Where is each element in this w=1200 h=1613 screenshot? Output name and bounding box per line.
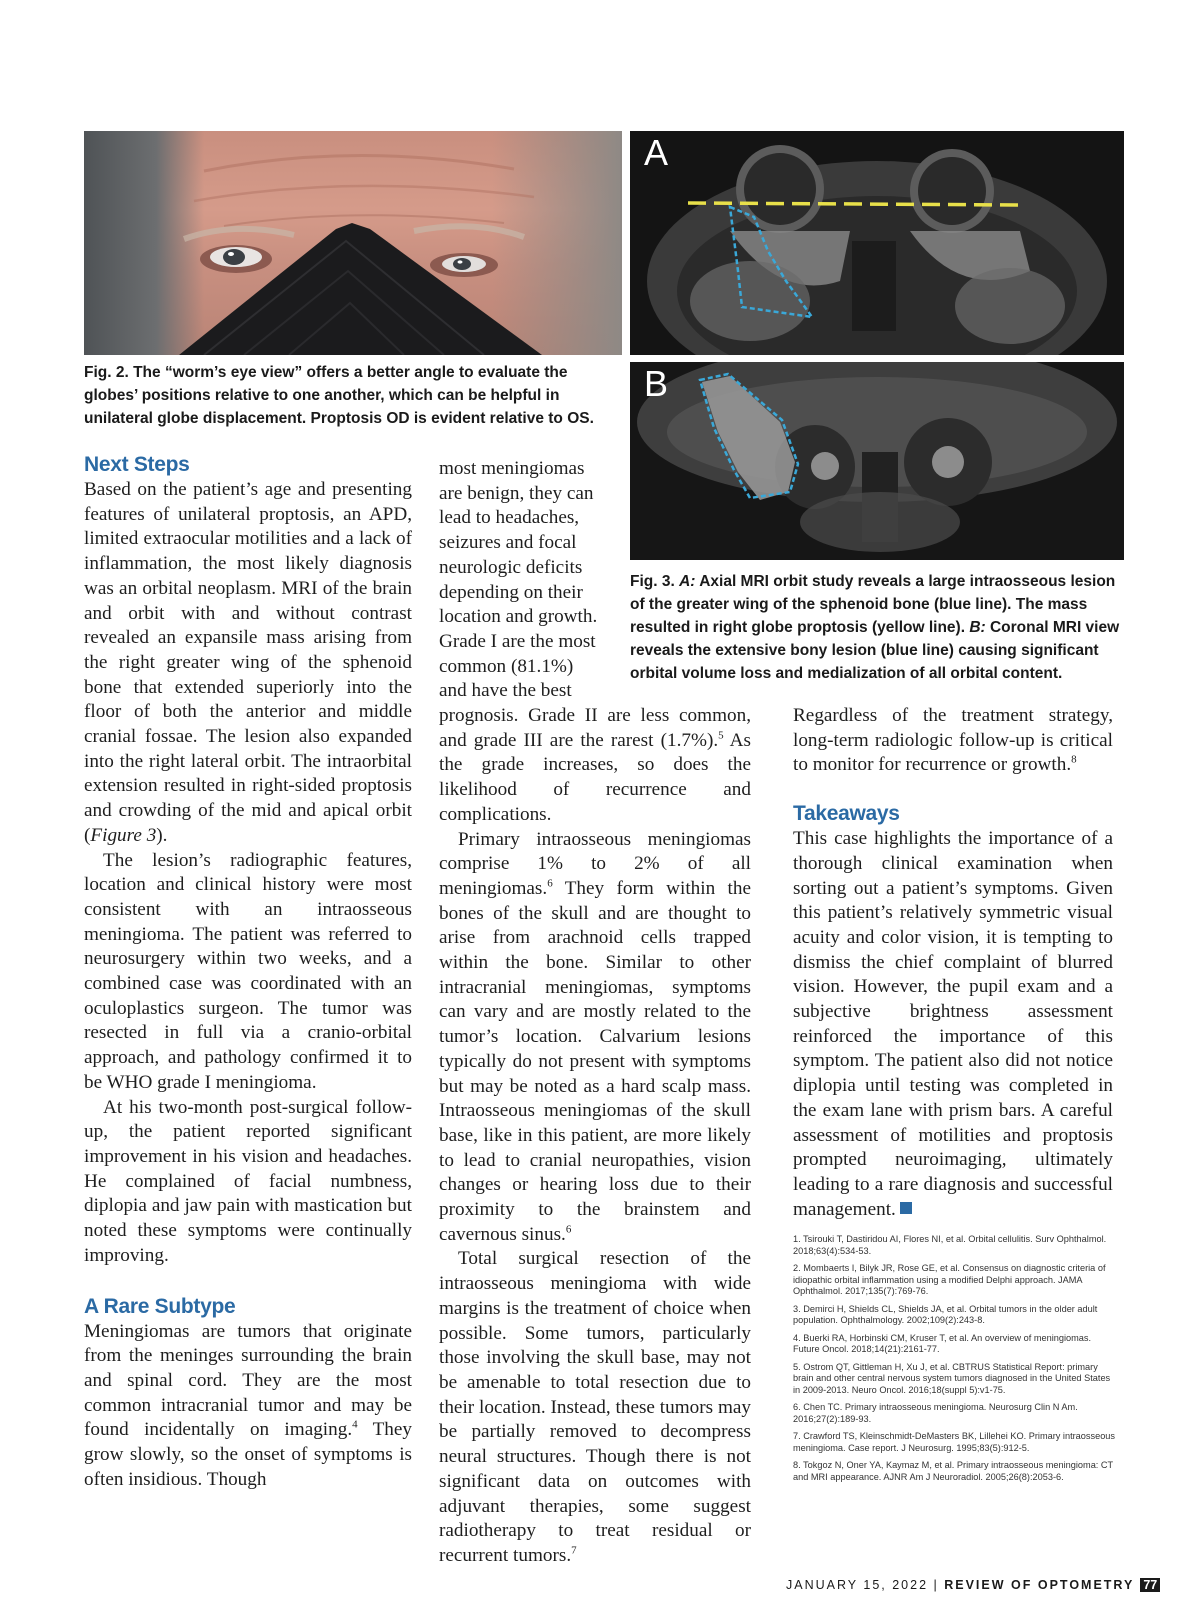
figure-2-caption: Fig. 2. The “worm’s eye view” offers a better angle to evaluate the globes’ positions relative to one another, which can be helpful in unilateral globe displacement. Proptosis OD is evident relative to OS.	[84, 364, 594, 427]
col2-line: lead to headaches,	[439, 507, 580, 529]
issue-date: JANUARY 15, 2022	[786, 1578, 929, 1592]
column-1	[84, 452, 412, 1492]
paragraph-intraosseous: Primary intraosseous meningiomas comprise 1% to 2% of all meningiomas.$^6$ They form within the bones of the skull and are thought to arise from arachnoid cells trapped within the bone. Similar to other intracranial meningiomas, symptoms can vary and are mostly related to the tumor’s location. Calvarium lesions typically do not present with symptoms but may be noted as a hard scalp mass. Intraosseous meningiomas of the skull base, like in this patient, are more likely to lead to cranial neuropathies, vision changes or hearing loss due to their proximity to the brainstem and cavernous sinus.$^6$	[439, 828, 751, 1245]
figure-3-caption	[630, 570, 1130, 685]
page-number: 77	[1140, 1578, 1160, 1592]
paragraph-grades: prognosis. Grade II are less common, and grade III are the rarest (1.7%).$^5$ As the grade increases, so does the likelihood of recurrence and complications.	[439, 705, 752, 825]
paragraph-next-steps-3: At his two-month post-surgical follow-up, the patient reported significant improvement in his vision and headaches. He complained of facial numbness, diplopia and jaw pain with mastication but noted these symptoms were continually improving.	[84, 1096, 412, 1266]
paragraph-follow-up: Regardless of the treatment strategy, long-term radiologic follow-up is critical to monitor for recurrence or growth.$^8$	[793, 705, 1113, 776]
col2-line: and have the best	[439, 680, 572, 702]
paragraph-resection: Total surgical resection of the intraosseous meningioma with wide margins is the treatment of choice when possible. Some tumors, particularly those involving the skull base, may not be amenable to total resection due to their location. Instead, these tumors may be partially removed to decompress neural structures. Though there is not significant data on outcomes with adjuvant therapies, some suggest radiotherapy to treat residual or recurrent tumors.$^7$	[439, 1248, 751, 1566]
col2-line: common (81.1%)	[439, 655, 574, 677]
col2-line: most meningiomas	[439, 458, 585, 479]
heading-next-steps: Next Steps	[84, 453, 190, 476]
reference-item: 5. Ostrom QT, Gittleman H, Xu J, et al. CBTRUS Statistical Report: primary brain and other central nervous system tumors diagnosed in the United States in 2009-2013. Neuro Oncol. 2016;18(suppl 5):v1-75.	[793, 1361, 1111, 1395]
references-list	[793, 1234, 1115, 1489]
figure-3-caption-text-1: Axial MRI orbit study reveals a large intraosseous lesion of the greater wing of the sphenoid bone (blue line). The mass resulted in right globe proptosis (yellow line).	[630, 573, 1116, 636]
col2-line: Grade I are the most	[439, 630, 596, 652]
col2-line: are benign, they can	[439, 482, 594, 504]
figure-3b-coronal-mri	[630, 362, 1124, 560]
magazine-name: REVIEW OF OPTOMETRY	[944, 1578, 1135, 1592]
figure-3a-axial-mri	[630, 131, 1124, 355]
reference-item: 3. Demirci H, Shields CL, Shields JA, et al. Orbital tumors in the older adult population. Ophthalmology. 2002;109(2):243-8.	[793, 1303, 1098, 1325]
reference-item: 1. Tsirouki T, Dastiridou AI, Flores NI, et al. Orbital cellulitis. Surv Ophthalmol. 2018;63(4):534-53.	[793, 1234, 1107, 1256]
col2-line: seizures and focal	[439, 532, 577, 554]
coronal-mri-illustration	[630, 362, 1124, 560]
figure-2-photo	[84, 131, 622, 355]
heading-takeaways: Takeaways	[793, 802, 900, 826]
page-footer: JANUARY 15, 2022 | REVIEW OF OPTOMETRY 77	[786, 1578, 1160, 1592]
col2-line: depending on their	[439, 581, 583, 603]
figure-3-caption-a-marker: A:	[679, 573, 696, 590]
end-of-article-square-icon	[900, 1202, 912, 1214]
column-2-top	[439, 457, 605, 704]
panel-b-label: B	[644, 363, 669, 404]
reference-item: 2. Mombaerts I, Bilyk JR, Rose GE, et al. Consensus on diagnostic criteria of idiopathic orbital inflammation using a modified Delphi approach. JAMA Ophthalmol. 2017;135(7):769-76.	[793, 1263, 1106, 1296]
patient-face-illustration	[84, 131, 622, 355]
axial-mri-illustration	[630, 131, 1124, 355]
figure-3-caption-text-2: Coronal MRI view reveals the extensive bony lesion (blue line) causing significant orbital volume loss and medialization of all orbital content.	[630, 619, 1120, 682]
reference-item: 4. Buerki RA, Horbinski CM, Kruser T, et al. An overview of meningiomas. Future Oncol. 2018;14(21):2161-77.	[793, 1332, 1092, 1354]
col2-line: neurologic deficits	[439, 556, 583, 578]
figure-3-caption-b-marker: B:	[969, 619, 986, 636]
paragraph-next-steps-1: Based on the patient’s age and presenting features of unilateral proptosis, an APD, limited extraocular motilities and a lack of inflammation, the most likely diagnosis was an orbital neoplasm. MRI of the brain and orbit with and without contrast revealed an expansile mass arising from the right greater wing of the sphenoid bone that extended superiorly into the floor of both the anterior and middle cranial fossae. The lesion also expanded into the right lateral orbit. The intraorbital extension resulted in right-sided proptosis and crowding of the mid and apical orbit (Figure 3).	[84, 479, 412, 846]
paragraph-next-steps-2: The lesion’s radiographic features, location and clinical history were most consistent with an intraosseous meningioma. The patient was referred to neurosurgery within two weeks, and a combined case was coordinated with an oculoplastics surgeon. The tumor was resected in full via a cranio-orbital approach, and pathology confirmed it to be WHO grade I meningioma.	[84, 849, 412, 1093]
reference-item: 7. Crawford TS, Kleinschmidt-DeMasters BK, Lillehei KO. Primary intraosseous meningioma. Case report. J Neurosurg. 1995;83(5):912-5.	[793, 1431, 1116, 1453]
column-2	[439, 704, 751, 1569]
panel-a-label: A	[644, 132, 669, 173]
col2-line: location and growth.	[439, 606, 598, 628]
heading-rare-subtype: A Rare Subtype	[84, 1294, 236, 1318]
column-3	[793, 704, 1113, 1222]
figure-3-reference: Figure 3	[90, 824, 157, 846]
figure-3-caption-label: Fig. 3.	[630, 573, 675, 590]
reference-item: 8. Tokgoz N, Oner YA, Kaymaz M, et al. Primary intraosseous meningioma: CT and MRI appearance. AJNR Am J Neuroradiol. 2005;26(8):2053-6.	[793, 1460, 1113, 1482]
reference-item: 6. Chen TC. Primary intraosseous meningioma. Neurosurg Clin N Am. 2016;27(2):189-93.	[793, 1402, 1078, 1424]
paragraph-takeaways: This case highlights the importance of a thorough clinical examination when sorting out a patient’s symptoms. Given this patient’s relatively symmetric visual acuity and color vision, it is tempting to dismiss the chief complaint of blurred vision. However, the pupil exam and a subjective brightness assessment reinforced the importance of this symptom. The patient also did not notice diplopia until testing was completed in the exam lane with prism bars. A careful assessment of motilities and proptosis prompted neuroimaging, ultimately leading to a rare diagnosis and successful management.	[793, 828, 1113, 1220]
paragraph-rare-subtype-1: Meningiomas are tumors that originate from the meninges surrounding the brain and spinal cord. They are the most common intracranial tumor and may be found incidentally on imaging.$^4$ They grow slowly, so the onset of symptoms is often insidious. Though	[84, 1320, 413, 1490]
